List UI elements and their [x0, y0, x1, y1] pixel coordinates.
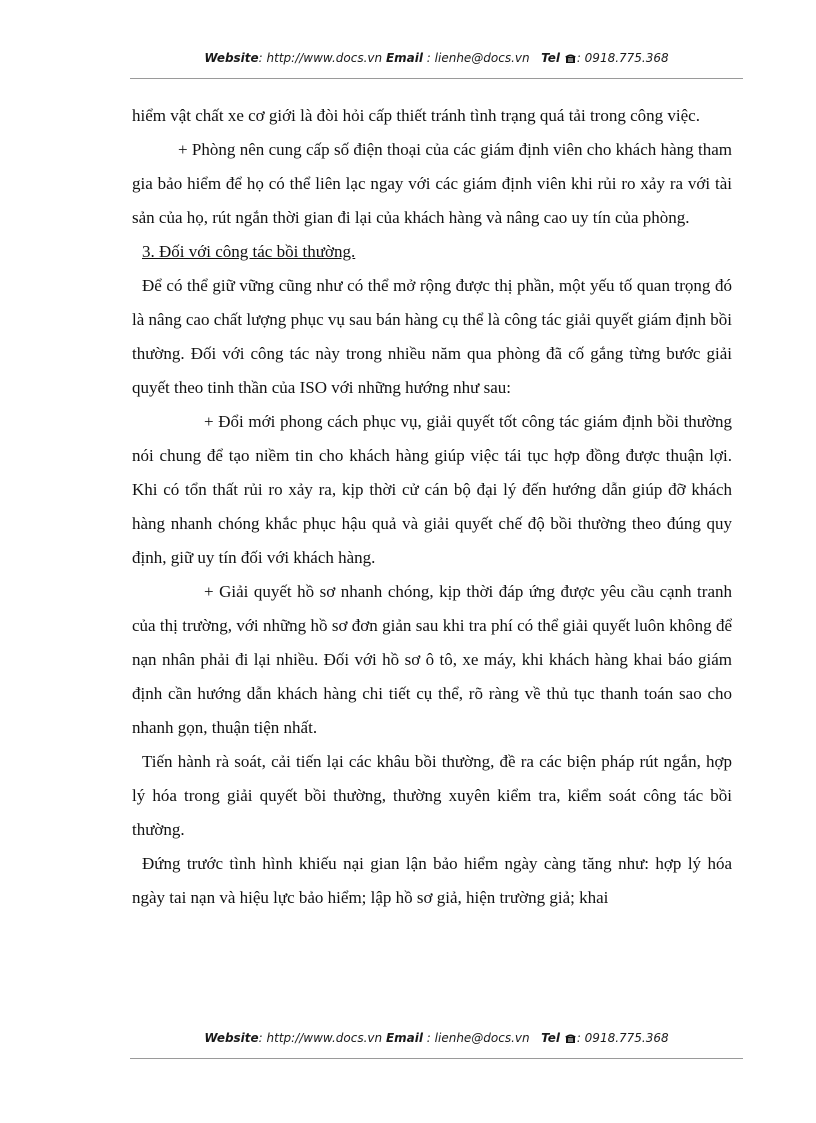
header-website-label: Website [204, 51, 259, 65]
section-heading [132, 235, 732, 269]
footer-website-label: Website [204, 1031, 259, 1045]
footer-website-url[interactable]: : http://www.docs.vn [258, 1031, 383, 1045]
paragraph-7: Đứng trước tình hình khiếu nại gian lận bảo hiểm ngày càng tăng như: hợp lý hóa ngày tai nạn và hiệu lực bảo hiểm; lập hồ sơ giả, hiện trường giả; khai [132, 854, 732, 907]
header-website-url[interactable]: : http://www.docs.vn [258, 51, 383, 65]
paragraph-1: hiểm vật chất xe cơ giới là đòi hỏi cấp thiết tránh tình trạng quá tải trong công việc. [132, 106, 700, 125]
footer-email-value[interactable]: : lienhe@docs.vn [422, 1031, 530, 1045]
section-heading-text: 3. Đối với công tác bồi thường. [142, 242, 356, 261]
footer-tel-label: Tel [541, 1031, 560, 1045]
paragraph-2: + Phòng nên cung cấp số điện thoại của các giám định viên cho khách hàng tham gia bảo hiểm để họ có thể liên lạc ngay với các giám định viên khi rủi ro xảy ra với tài sản của họ, rút ngắn thời gian đi lại của khách hàng và nâng cao uy tín của phòng. [132, 140, 732, 227]
header-email-label: Email [385, 51, 423, 65]
header-tel-value: : 0918.775.368 [576, 51, 669, 65]
paragraph-5: + Giải quyết hồ sơ nhanh chóng, kịp thời đáp ứng được yêu cầu cạnh tranh của thị trường, với những hồ sơ đơn giản sau khi tra phí có thể giải quyết luôn không để nạn nhân phải đi lại nhiều. Đối với hồ sơ ô tô, xe máy, khi khách hàng khai báo giám định cần hướng dẫn khách hàng chi tiết cụ thể, rõ ràng về thủ tục thanh toán sao cho nhanh gọn, thuận tiện nhất. [132, 582, 732, 737]
paragraph-3: Để có thể giữ vững cũng như có thể mở rộng được thị phần, một yếu tố quan trọng đó là nâng cao chất lượng phục vụ sau bán hàng cụ thể là công tác giải quyết giám định bồi thường. Đối với công tác này trong nhiều năm qua phòng đã cố gắng từng bước giải quyết theo tinh thần của ISO với những hướng như sau: [132, 276, 732, 397]
phone-icon [565, 53, 576, 63]
page-footer [130, 1030, 743, 1059]
footer-tel-value: : 0918.775.368 [576, 1031, 669, 1045]
header-tel-label: Tel [541, 51, 560, 65]
page-header [130, 50, 743, 79]
paragraph-4: + Đổi mới phong cách phục vụ, giải quyết tốt công tác giám định bồi thường nói chung để tạo niềm tin cho khách hàng giúp việc tái tục hợp đồng được thuận lợi. Khi có tổn thất rủi ro xảy ra, kịp thời cử cán bộ đại lý đến hướng dẫn giúp đỡ khách hàng nhanh chóng khắc phục hậu quả và giải quyết chế độ bồi thường theo đúng quy định, giữ uy tín đối với khách hàng. [132, 412, 732, 567]
footer-email-label: Email [385, 1031, 423, 1045]
document-body [132, 99, 732, 915]
phone-icon [565, 1033, 576, 1043]
paragraph-6: Tiến hành rà soát, cải tiến lại các khâu bồi thường, đề ra các biện pháp rút ngắn, hợp lý hóa trong giải quyết bồi thường, thường xuyên kiểm tra, kiểm soát công tác bồi thường. [132, 752, 732, 839]
header-email-value[interactable]: : lienhe@docs.vn [422, 51, 530, 65]
